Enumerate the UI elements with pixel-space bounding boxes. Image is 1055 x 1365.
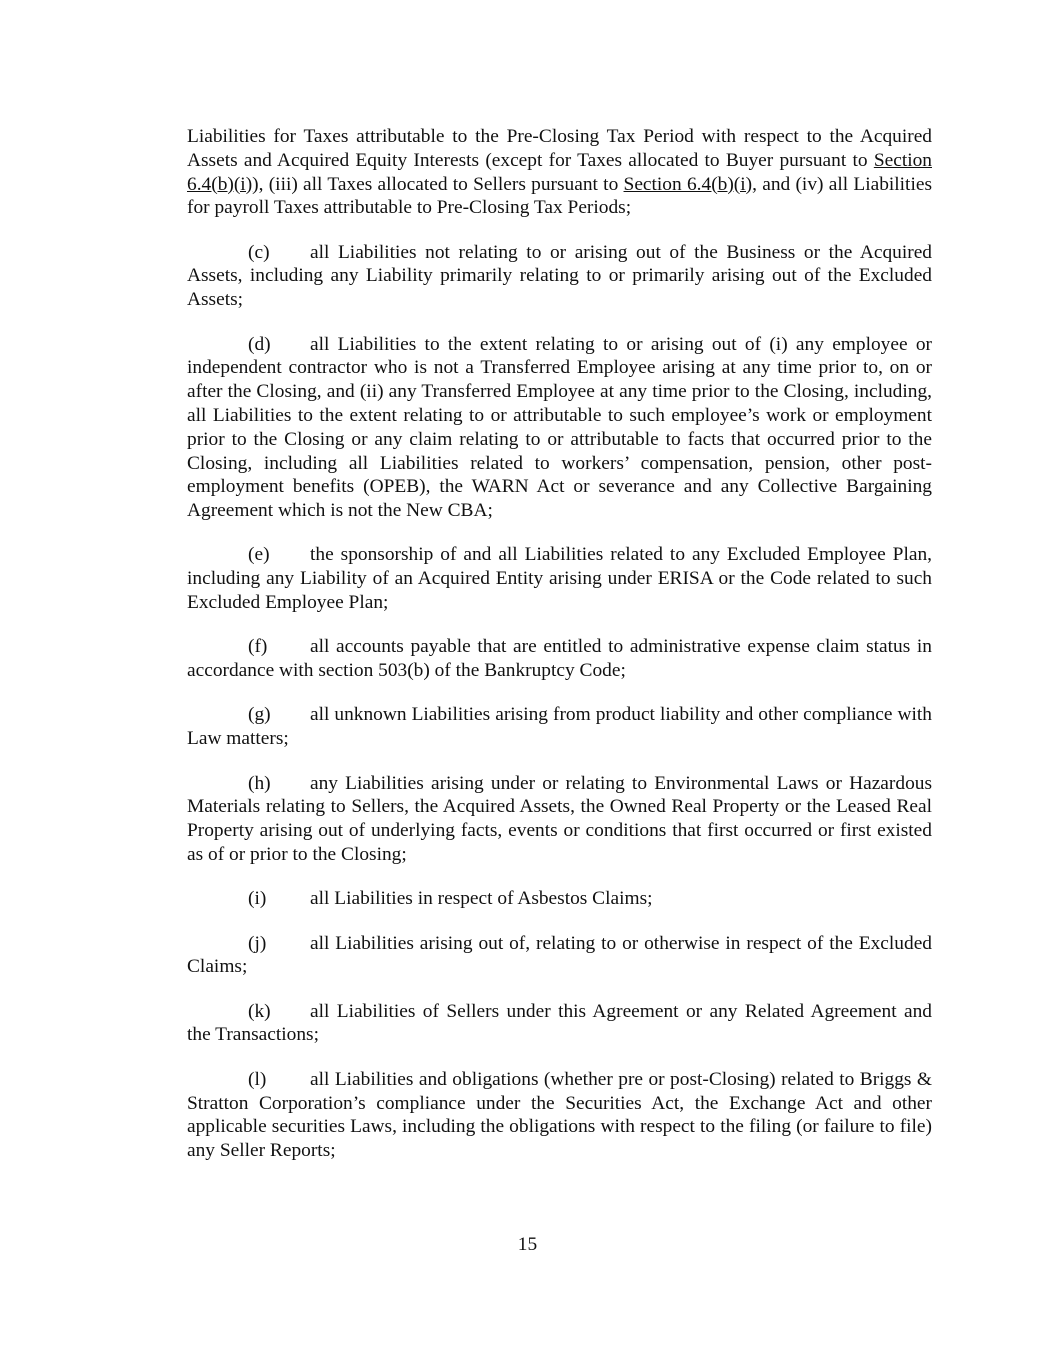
section-reference-link: Section 6.4(b)(i) — [623, 173, 753, 195]
clause-g — [187, 703, 932, 751]
clause-text: all Liabilities arising out of, relating to or otherwise in respect of the Excluded Claims; — [187, 932, 932, 978]
clause-marker: (j) — [248, 932, 267, 954]
clause-marker: (k) — [248, 1000, 271, 1022]
clause-i — [187, 887, 932, 911]
clause-marker: (l) — [248, 1068, 267, 1090]
clause-text: all unknown Liabilities arising from product liability and other compliance with Law matters; — [187, 704, 932, 750]
intro-text-2: ), (iii) all Taxes allocated to Sellers pursuant to — [252, 173, 624, 195]
page-number: 15 — [517, 1234, 538, 1255]
clause-text: all accounts payable that are entitled to administrative expense claim status in accordance with section 503(b) of the Bankruptcy Code; — [187, 636, 932, 682]
clause-marker: (e) — [248, 544, 270, 566]
intro-paragraph — [187, 125, 932, 220]
clause-marker: (i) — [248, 888, 267, 910]
clause-text: all Liabilities in respect of Asbestos Claims; — [310, 888, 653, 910]
clause-marker: (h) — [248, 772, 271, 794]
clause-e — [187, 543, 932, 614]
clause-text: all Liabilities not relating to or arising out of the Business or the Acquired Assets, including any Liability primarily relating to or primarily arising out of the Excluded Assets; — [187, 241, 932, 311]
clause-k — [187, 1000, 932, 1048]
clause-c — [187, 241, 932, 312]
clause-marker: (d) — [248, 333, 271, 355]
clause-marker: (g) — [248, 704, 271, 726]
clause-text: any Liabilities arising under or relating to Environmental Laws or Hazardous Materials relating to Sellers, the Acquired Assets, the Owned Real Property or the Leased Real Property arising out of underlying facts, events or conditions that first occurred or first existed as of or prior to the Closing; — [187, 772, 932, 865]
clause-text: all Liabilities and obligations (whether pre or post-Closing) related to Briggs & Stratton Corporation’s compliance under the Securities Act, the Exchange Act and other applicable securities Laws, including the obligations with respect to the filing (or failure to file) any Seller Reports; — [187, 1068, 932, 1162]
intro-text-1: Liabilities for Taxes attributable to the Pre-Closing Tax Period with respect to the Acquired Assets and Acquired Equity Interests (except for Taxes allocated to Buyer pursuant to — [187, 126, 932, 171]
section-reference-link: Section 6.4(b)(i) — [187, 149, 932, 195]
clause-marker: (f) — [248, 636, 268, 658]
clause-text: the sponsorship of and all Liabilities related to any Excluded Employee Plan, including any Liability of an Acquired Entity arising under ERISA or the Code related to such Excluded Employee Plan; — [187, 544, 932, 614]
clause-l — [187, 1068, 932, 1163]
clause-marker: (c) — [248, 241, 270, 263]
document-body — [187, 125, 932, 1183]
clause-f — [187, 635, 932, 683]
clause-j — [187, 932, 932, 980]
intro-text-3: , and (iv) all Liabilities for payroll Taxes attributable to Pre-Closing Tax Periods; — [187, 173, 932, 219]
clause-text: all Liabilities of Sellers under this Agreement or any Related Agreement and the Transactions; — [187, 1000, 932, 1046]
clause-d — [187, 333, 932, 523]
clause-text: all Liabilities to the extent relating to or arising out of (i) any employee or independent contractor who is not a Transferred Employee arising at any time prior to, on or after the Closing, and (ii) any Transferred Employee at any time prior to the Closing, including, all Liabilities to the extent relating to or attributable to such employee’s work or employment prior to the Closing or any claim relating to or attributable to facts that occurred prior to the Closing, including all Liabilities related to workers’ compensation, pension, other post-employment benefits (OPEB), the WARN Act or severance and any Collective Bargaining Agreement which is not the New CBA; — [187, 333, 932, 522]
clause-h — [187, 772, 932, 867]
